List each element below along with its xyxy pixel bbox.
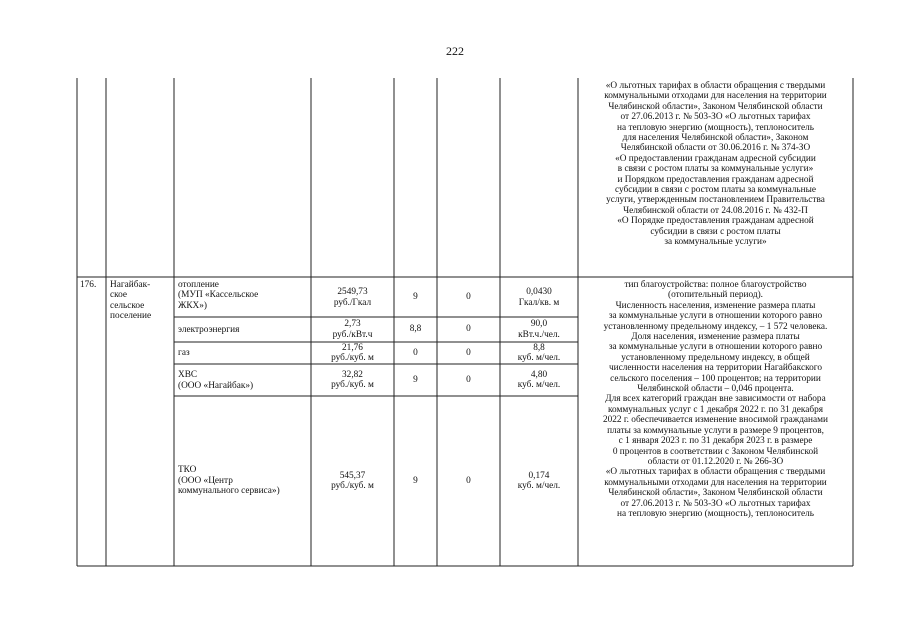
service-name-line: ЖКХ») [178, 300, 207, 311]
note-line: в связи с ростом платы за коммунальные услуги» [617, 164, 814, 175]
service-name-line: (ООО «Нагайбак») [178, 380, 254, 391]
municipality-cell [110, 280, 172, 322]
tariff-solid-waste [312, 396, 393, 566]
col4-gas [438, 342, 499, 364]
tariff-value: 545,37 [339, 470, 366, 481]
note-line: тип благоустройства: полное благоустройство [624, 280, 807, 290]
standard-cold-water [501, 364, 577, 396]
col4-heating [438, 278, 499, 317]
note-line: платы за коммунальные услуги в размере 9 процентов, [607, 425, 824, 436]
col3-value: 9 [413, 292, 418, 303]
note-line: и Порядком предоставления гражданам адресной [617, 174, 814, 185]
municipality-line: ское [110, 290, 128, 301]
note-line: Челябинской области от 30.06.2016 г. № 374-ЗО [620, 143, 811, 154]
standard-value: 90,0 [530, 319, 548, 330]
municipality-line: сельское [110, 300, 145, 311]
standard-value: 0,0430 [526, 287, 552, 298]
service-name-line: коммунального сервиса») [178, 486, 280, 497]
note-line: Челябинской области», Законом Челябинской области [608, 488, 823, 499]
standard-value: 0,174 [528, 470, 550, 481]
note-line: коммунальными отходами для населения на территории [604, 477, 827, 488]
col3-value: 8,8 [409, 324, 422, 335]
note-line: «О предоставлении гражданам адресной субсидии [615, 153, 816, 164]
col3-electricity [395, 317, 436, 342]
tariff-cold-water [312, 364, 393, 396]
standard-unit: Гкал/кв. м [518, 297, 560, 308]
standard-gas [501, 342, 577, 364]
note-line: 2022 г. обеспечивается изменение вносимой гражданами [602, 415, 829, 426]
service-name-line: ХВС [178, 370, 198, 381]
note-line: Доля населения, изменение размера платы [631, 332, 800, 343]
note-line: Для всех категорий граждан вне зависимости от набора [605, 394, 826, 405]
note-line: Численность населения, изменение размера платы [615, 300, 816, 311]
col3-cold-water [395, 364, 436, 396]
standard-value: 4,80 [530, 369, 548, 380]
note-line: на тепловую энергию (мощность), теплоноситель [617, 508, 814, 519]
note-line: Челябинской области – 0,046 процента. [637, 384, 794, 395]
standard-unit: куб. м/чел. [517, 380, 561, 390]
tariff-electricity [312, 317, 393, 342]
row-number-text: 176. [80, 280, 97, 290]
carryover-notes-cell [580, 81, 851, 248]
service-name-electricity [178, 318, 310, 342]
standard-unit: кВт.ч./чел. [518, 329, 560, 340]
note-line: установленному предельному индексу, – 1 572 человека. [603, 321, 828, 332]
tariff-value: 21,76 [342, 342, 363, 353]
note-line: за коммунальные услуги» [664, 237, 767, 248]
note-line: сельского поселения – 100 процентов; на территории [610, 373, 821, 384]
standard-unit: куб. м/чел. [517, 353, 561, 363]
page-number: 222 [446, 44, 464, 58]
tariff-unit: руб./куб. м [331, 380, 374, 390]
note-line: Челябинской области», Законом Челябинской области [608, 101, 823, 112]
note-line: от 27.06.2013 г. № 503-ЗО «О льготных тарифах [620, 112, 811, 123]
col4-value: 0 [466, 347, 471, 358]
row-number [80, 280, 105, 290]
col4-electricity [438, 317, 499, 342]
note-line: «О льготных тарифах в области обращения с твердыми [605, 467, 826, 478]
note-line: Челябинской области от 24.08.2016 г. № 432-П [623, 205, 808, 216]
note-line: установленному предельному индексу, в общей [621, 352, 810, 363]
tariff-unit: руб./куб. м [331, 481, 374, 491]
note-line: с 1 января 2023 г. по 31 декабря 2023 г. в размере [618, 436, 813, 447]
service-name-cold-water [178, 365, 310, 396]
note-line: «О Порядке предоставления гражданам адресной [617, 216, 814, 227]
tariff-value: 32,82 [342, 369, 363, 380]
note-line: за коммунальные услуги в отношении которого равно [608, 342, 823, 353]
note-line: для населения Челябинской области», Законом [622, 133, 809, 144]
tariff-value: 2549,73 [337, 287, 368, 298]
service-name-gas [178, 343, 310, 364]
col4-cold-water [438, 364, 499, 396]
service-name-line: электроэнергия [178, 324, 240, 335]
tariff-value: 2,73 [344, 319, 361, 330]
service-name-line: ТКО [178, 465, 197, 476]
note-line: на тепловую энергию (мощность), теплоноситель [617, 122, 814, 133]
service-name-line: газ [178, 348, 190, 359]
note-line: коммунальных услуг с 1 декабря 2022 г. по 31 декабря [607, 404, 824, 415]
service-name-solid-waste [178, 396, 310, 566]
col3-gas [395, 342, 436, 364]
standard-electricity [501, 317, 577, 342]
note-line: за коммунальные услуги в отношении которого равно [608, 311, 823, 322]
standard-solid-waste [501, 396, 577, 566]
standard-value: 8,8 [533, 342, 545, 353]
tariff-unit: руб./кВт.ч [332, 329, 373, 340]
note-line: коммунальными отходами для населения на территории [604, 91, 827, 102]
col3-value: 0 [413, 347, 418, 358]
note-line: субсидии в связи с ростом платы [650, 226, 781, 237]
note-line: от 27.06.2013 г. № 503-ЗО «О льготных тарифах [620, 498, 811, 509]
service-name-line: (МУП «Кассельское [178, 290, 259, 301]
municipality-line: поселение [110, 311, 152, 322]
standard-unit: куб. м/чел. [517, 481, 561, 491]
service-name-heating [178, 280, 310, 311]
note-line: субсидии в связи с ростом платы за коммунальные [614, 185, 817, 196]
col3-value: 9 [413, 475, 418, 486]
col4-value: 0 [466, 475, 471, 486]
tariff-heating [312, 278, 393, 317]
note-line: услуги, утвержденным постановлением Правительства [606, 195, 825, 206]
row-notes-cell [580, 280, 851, 519]
tariff-unit: руб./куб. м [331, 353, 374, 363]
col4-value: 0 [466, 324, 471, 335]
service-name-line: отопление [178, 280, 219, 290]
note-line: 0 процентов в соответствии с Законом Челябинской [612, 446, 819, 457]
standard-heating [501, 278, 577, 317]
note-line: «О льготных тарифах в области обращения с твердыми [605, 81, 826, 91]
service-name-line: (ООО «Центр [178, 475, 233, 486]
municipality-line: Нагайбак- [110, 280, 151, 290]
col4-value: 0 [466, 374, 471, 385]
tariff-unit: руб./Гкал [333, 297, 372, 308]
col4-solid-waste [438, 396, 499, 566]
col3-value: 9 [413, 374, 418, 385]
note-line: (отопительный период). [667, 290, 763, 301]
note-line: области от 01.12.2020 г. № 266-ЗО [647, 456, 784, 467]
tariff-gas [312, 342, 393, 364]
note-line: численности населения на территории Нагайбакского [609, 363, 822, 374]
col3-solid-waste [395, 396, 436, 566]
col4-value: 0 [466, 292, 471, 303]
col3-heating [395, 278, 436, 317]
